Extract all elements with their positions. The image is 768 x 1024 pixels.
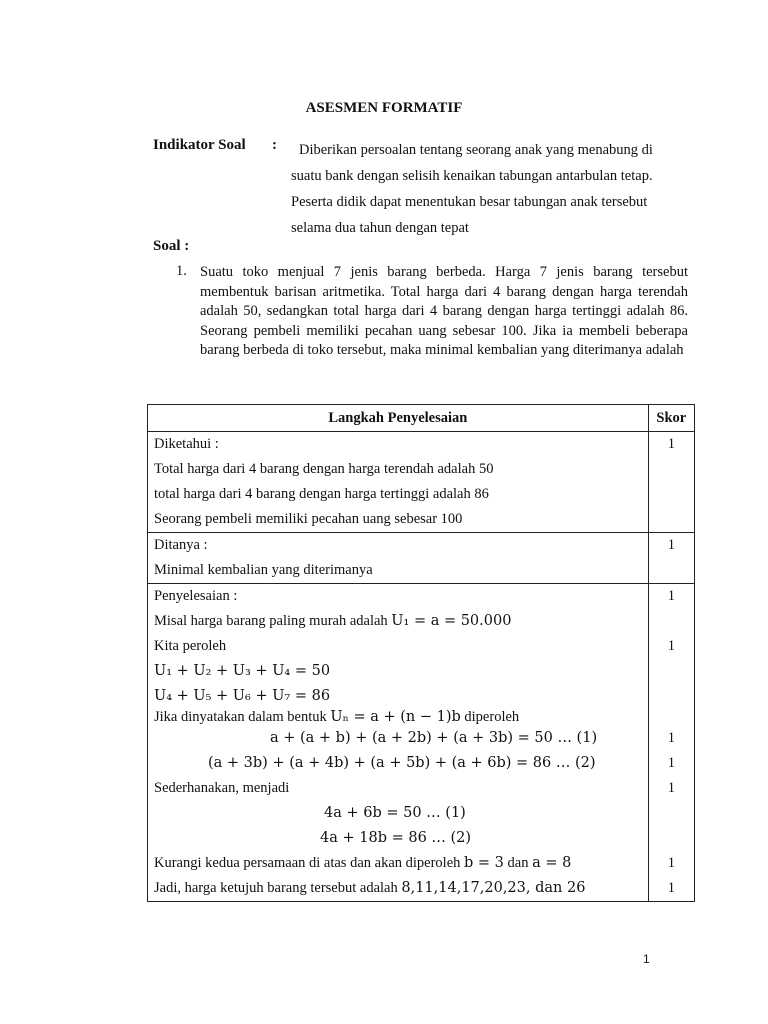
diketahui-line-1: Total harga dari 4 barang dengan harga terendah adalah 50 bbox=[154, 461, 494, 477]
header-steps: Langkah Penyelesaian bbox=[148, 405, 649, 432]
solution-table bbox=[147, 404, 695, 902]
penyelesaian-score-cell bbox=[648, 584, 694, 902]
kurangi-math-b: b = 3 bbox=[464, 855, 504, 871]
row-penyelesaian bbox=[148, 584, 695, 902]
equation-2-score-blank bbox=[649, 684, 694, 709]
ditanya-score-cell bbox=[648, 533, 694, 584]
equation-1: U₁ + U₂ + U₃ + U₄ = 50 bbox=[154, 663, 331, 679]
jadi-math: 8,11,14,17,20,23, dan 26 bbox=[401, 880, 586, 896]
kurangi-text: Kurangi kedua persamaan di atas dan akan diperoleh bbox=[154, 855, 465, 871]
sederhanakan-score: 1 bbox=[667, 780, 675, 796]
header-score: Skor bbox=[648, 405, 694, 432]
indikator-colon: : bbox=[272, 137, 277, 153]
jika-score-blank bbox=[649, 709, 694, 726]
kurangi-score: 1 bbox=[667, 855, 675, 871]
penyelesaian-label-score: 1 bbox=[667, 588, 675, 604]
sederhanakan-line: Sederhanakan, menjadi bbox=[154, 780, 290, 796]
simp-2-score-blank bbox=[649, 826, 694, 851]
question-number: 1. bbox=[176, 263, 187, 279]
indikator-line-2: suatu bank dengan selisih kenaikan tabungan antarbulan tetap. bbox=[291, 168, 653, 184]
expand-equation-1: a + (a + b) + (a + 2b) + (a + 3b) = 50 … (1) bbox=[270, 730, 598, 746]
misal-score-blank bbox=[649, 609, 694, 634]
row-diketahui bbox=[148, 432, 695, 533]
expand-1-score: 1 bbox=[667, 730, 675, 746]
row-ditanya bbox=[148, 533, 695, 584]
jadi-text: Jadi, harga ketujuh barang tersebut adalah bbox=[154, 880, 402, 896]
indikator-line-1: Diberikan persoalan tentang seorang anak yang menabung di bbox=[299, 142, 653, 158]
jika-suffix: diperoleh bbox=[460, 709, 520, 725]
diketahui-label: Diketahui : bbox=[154, 436, 219, 452]
ditanya-cell bbox=[148, 533, 649, 584]
soal-label: Soal : bbox=[153, 238, 190, 254]
simp-1-score-blank bbox=[649, 801, 694, 826]
indikator-text bbox=[291, 137, 688, 241]
kurangi-math-a: a = 8 bbox=[532, 855, 572, 871]
penyelesaian-label: Penyelesaian : bbox=[154, 588, 238, 604]
document-title: ASESMEN FORMATIF bbox=[305, 100, 463, 116]
indikator-line-4: selama dua tahun dengan tepat bbox=[291, 220, 469, 236]
simplified-equation-2: 4a + 18b = 86 … (2) bbox=[320, 830, 472, 846]
kita-peroleh-score: 1 bbox=[667, 638, 675, 654]
page-number: 1 bbox=[643, 952, 650, 966]
kita-peroleh-line: Kita peroleh bbox=[154, 638, 227, 654]
jadi-score: 1 bbox=[667, 880, 675, 896]
misal-math: U₁ = a = 50.000 bbox=[391, 613, 512, 629]
diketahui-line-3: Seorang pembeli memiliki pecahan uang sebesar 100 bbox=[154, 511, 463, 527]
ditanya-label: Ditanya : bbox=[154, 537, 208, 553]
indikator-line-3: Peserta didik dapat menentukan besar tabungan anak tersebut bbox=[291, 194, 648, 210]
equation-1-score-blank bbox=[649, 659, 694, 684]
jika-line bbox=[148, 709, 648, 726]
penyelesaian-cell bbox=[148, 584, 649, 902]
kurangi-line bbox=[148, 851, 648, 876]
expand-2-score: 1 bbox=[667, 755, 675, 771]
misal-text: Misal harga barang paling murah adalah bbox=[154, 613, 392, 629]
diketahui-score: 1 bbox=[667, 436, 675, 452]
diketahui-score-cell bbox=[648, 432, 694, 533]
question-text: Suatu toko menjual 7 jenis barang berbeda. Harga 7 jenis barang tersebut membentuk barisan aritmetika. Total harga dari 4 barang dengan harga terendah adalah 50, sedangkan total harga dari 4 barang dengan harga tertinggi adalah 86. Seorang pembeli memiliki pecahan uang sebesar 100. Jika ia membeli beberapa barang berbeda di toko tersebut, maka minimal kembalian yang diterimanya adalah bbox=[200, 264, 688, 358]
diketahui-line-2: total harga dari 4 barang dengan harga tertinggi adalah 86 bbox=[154, 486, 489, 502]
diketahui-cell bbox=[148, 432, 649, 533]
jadi-line bbox=[148, 876, 648, 901]
indikator-label: Indikator Soal bbox=[153, 137, 246, 153]
ditanya-score: 1 bbox=[667, 537, 675, 553]
equation-2: U₄ + U₅ + U₆ + U₇ = 86 bbox=[154, 688, 331, 704]
simplified-equation-1: 4a + 6b = 50 … (1) bbox=[324, 805, 466, 821]
ditanya-line: Minimal kembalian yang diterimanya bbox=[154, 562, 373, 578]
jika-text: Jika dinyatakan dalam bentuk bbox=[154, 709, 331, 725]
table-header-row bbox=[148, 405, 695, 432]
kurangi-and: dan bbox=[503, 855, 533, 871]
misal-line bbox=[148, 609, 648, 634]
expand-equation-2: (a + 3b) + (a + 4b) + (a + 5b) + (a + 6b) = 86 … (2) bbox=[208, 755, 596, 771]
jika-math: Uₙ = a + (n − 1)b bbox=[330, 709, 461, 725]
